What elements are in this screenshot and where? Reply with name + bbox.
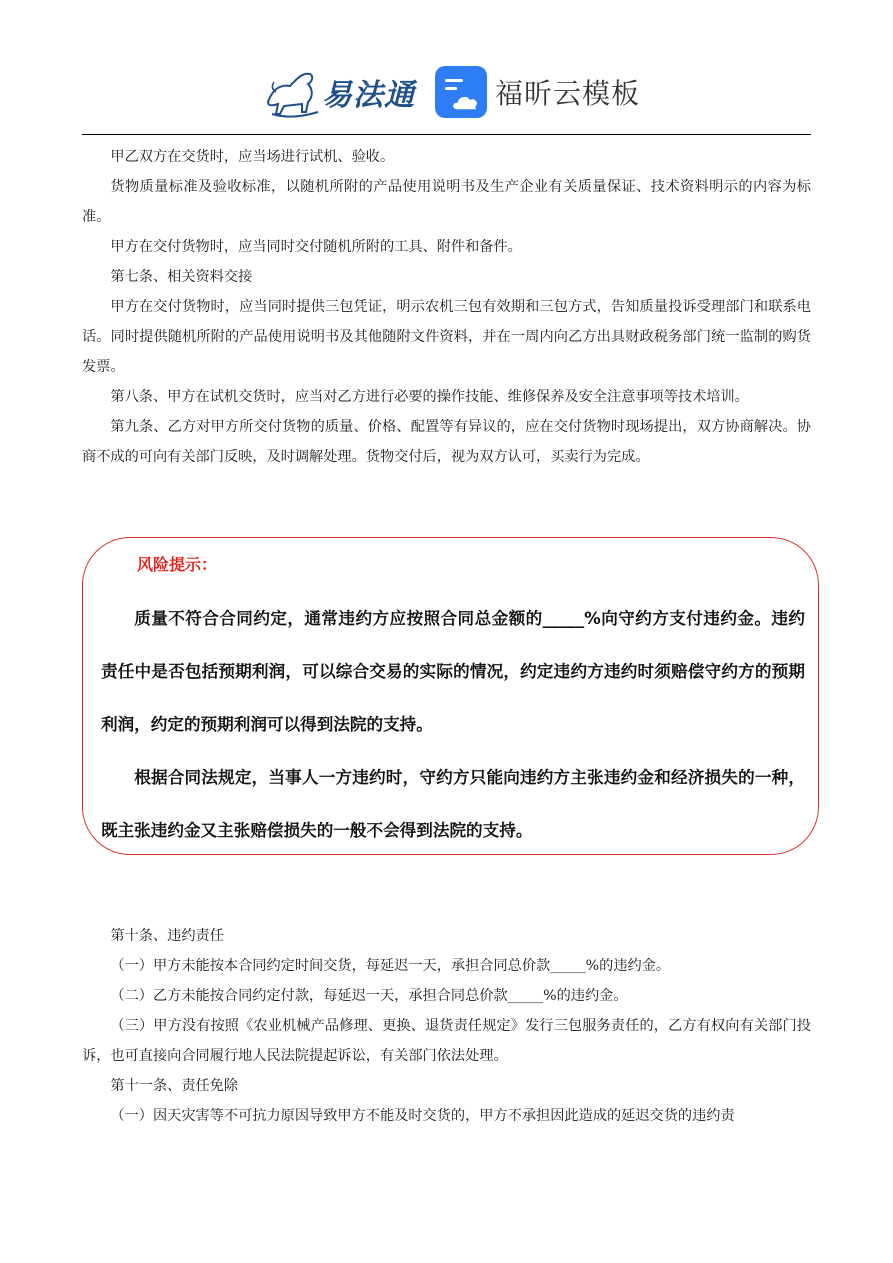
- paragraph: （一）因天灾害等不可抗力原因导致甲方不能及时交货的，甲方不承担因此造成的延迟交货的违约责: [110, 1108, 735, 1124]
- article-heading: 第十一条、责任免除: [110, 1078, 239, 1094]
- yifatong-logo-text: 易法通: [322, 78, 415, 113]
- foxit-cloud-template-icon: [435, 66, 487, 118]
- article-heading: 第七条、相关资料交接: [110, 269, 253, 285]
- paragraph: 第九条、乙方对甲方所交付货物的质量、价格、配置等有异议的，应在交付货物时现场提出，双方协商解决。协商不成的可向有关部门反映，及时调解处理。货物交付后，视为双方认可，买卖行为完成。: [82, 419, 811, 465]
- risk-notice-box: [82, 537, 819, 855]
- risk-paragraph: 质量不符合合同约定，通常违约方应按照合同总金额的_____%向守约方支付违约金。违约责任中是否包括预期利润，可以综合交易的实际的情况，约定违约方违约时须赔偿守约方的预期利润，约定的预期利润可以得到法院的支持。: [101, 609, 805, 734]
- paragraph: （二）乙方未能按合同约定付款，每延迟一天，承担合同总价款_____%的违约金。: [110, 988, 628, 1004]
- paragraph: 货物质量标准及验收标准，以随机所附的产品使用说明书及生产企业有关质量保证、技术资料明示的内容为标准。: [82, 179, 811, 225]
- paragraph: 第八条、甲方在试机交货时，应当对乙方进行必要的操作技能、维修保养及安全注意事项等技术培训。: [110, 389, 749, 405]
- contract-section-lower: [82, 921, 811, 1131]
- qilin-icon: [262, 62, 322, 120]
- paragraph: 甲方在交付货物时，应当同时交付随机所附的工具、附件和备件。: [110, 239, 522, 255]
- page-header: [0, 58, 893, 124]
- paragraph: （一）甲方未能按本合同约定时间交货，每延迟一天，承担合同总价款_____%的违约金。: [110, 958, 671, 974]
- risk-notice-title: 风险提示：: [137, 555, 218, 574]
- foxit-cloud-template-text: 福昕云模板: [495, 77, 641, 110]
- yifatong-logo: [262, 62, 422, 120]
- paragraph: （三）甲方没有按照《农业机械产品修理、更换、退货责任规定》发行三包服务责任的，乙方有权向有关部门投诉，也可直接向合同履行地人民法院提起诉讼，有关部门依法处理。: [82, 1018, 811, 1064]
- article-heading: 第十条、违约责任: [110, 928, 224, 944]
- contract-section-upper: [82, 142, 811, 472]
- risk-paragraph: 根据合同法规定，当事人一方违约时，守约方只能向违约方主张违约金和经济损失的一种，既主张违约金又主张赔偿损失的一般不会得到法院的支持。: [101, 768, 805, 840]
- paragraph: 甲乙双方在交货时，应当场进行试机、验收。: [110, 149, 395, 165]
- paragraph: 甲方在交付货物时，应当同时提供三包凭证，明示农机三包有效期和三包方式，告知质量投诉受理部门和联系电话。同时提供随机所附的产品使用说明书及其他随附文件资料，并在一周内向乙方出具财政税务部门统一监制的购货发票。: [82, 299, 811, 375]
- risk-notice-body: [101, 592, 805, 857]
- header-divider: [82, 134, 811, 135]
